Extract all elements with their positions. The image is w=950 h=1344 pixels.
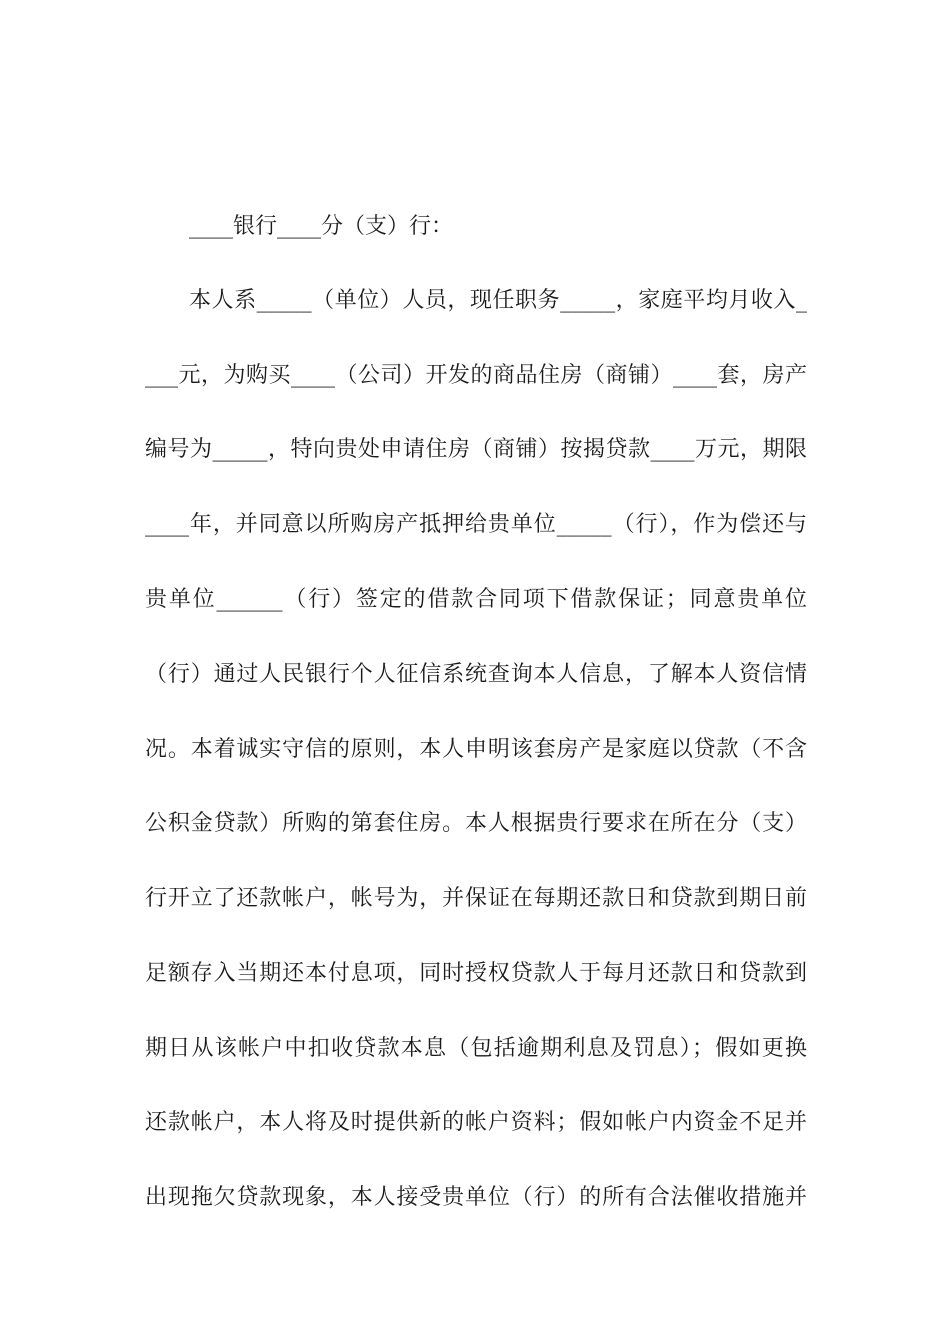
paragraph-line: 贵单位______（行）签定的借款合同项下借款保证；同意贵单位 bbox=[145, 587, 807, 612]
salutation: ____银行____分（支）行： bbox=[189, 214, 454, 239]
paragraph-line: 还款帐户，本人将及时提供新的帐户资料；假如帐户内资金不足并 bbox=[145, 1110, 807, 1135]
paragraph-line: 出现拖欠贷款现象，本人接受贵单位（行）的所有合法催收措施并 bbox=[145, 1185, 807, 1210]
paragraph-line: 期日从该帐户中扣收贷款本息（包括逾期利息及罚息）；假如更换 bbox=[145, 1036, 807, 1061]
paragraph-line: 行开立了还款帐户，帐号为，并保证在每期还款日和贷款到期日前 bbox=[145, 886, 807, 911]
paragraph-line: 足额存入当期还本付息项，同时授权贷款人于每月还款日和贷款到 bbox=[145, 961, 807, 986]
paragraph-line: 本人系_____（单位）人员，现任职务_____，家庭平均月收入_ bbox=[189, 288, 807, 313]
paragraph-line: 况。本着诚实守信的原则，本人申明该套房产是家庭以贷款（不含 bbox=[145, 737, 807, 762]
paragraph-line: ____年，并同意以所购房产抵押给贵单位_____（行），作为偿还与 bbox=[145, 512, 807, 537]
paragraph-line: 编号为_____，特向贵处申请住房（商铺）按揭贷款____万元，期限 bbox=[145, 437, 807, 462]
paragraph-line: （行）通过人民银行个人征信系统查询本人信息，了解本人资信情 bbox=[145, 662, 807, 687]
paragraph-line: 公积金贷款）所购的第套住房。本人根据贵行要求在所在分（支） bbox=[145, 811, 807, 836]
paragraph-line: ___元，为购买____（公司）开发的商品住房（商铺）____套，房产 bbox=[145, 363, 807, 388]
